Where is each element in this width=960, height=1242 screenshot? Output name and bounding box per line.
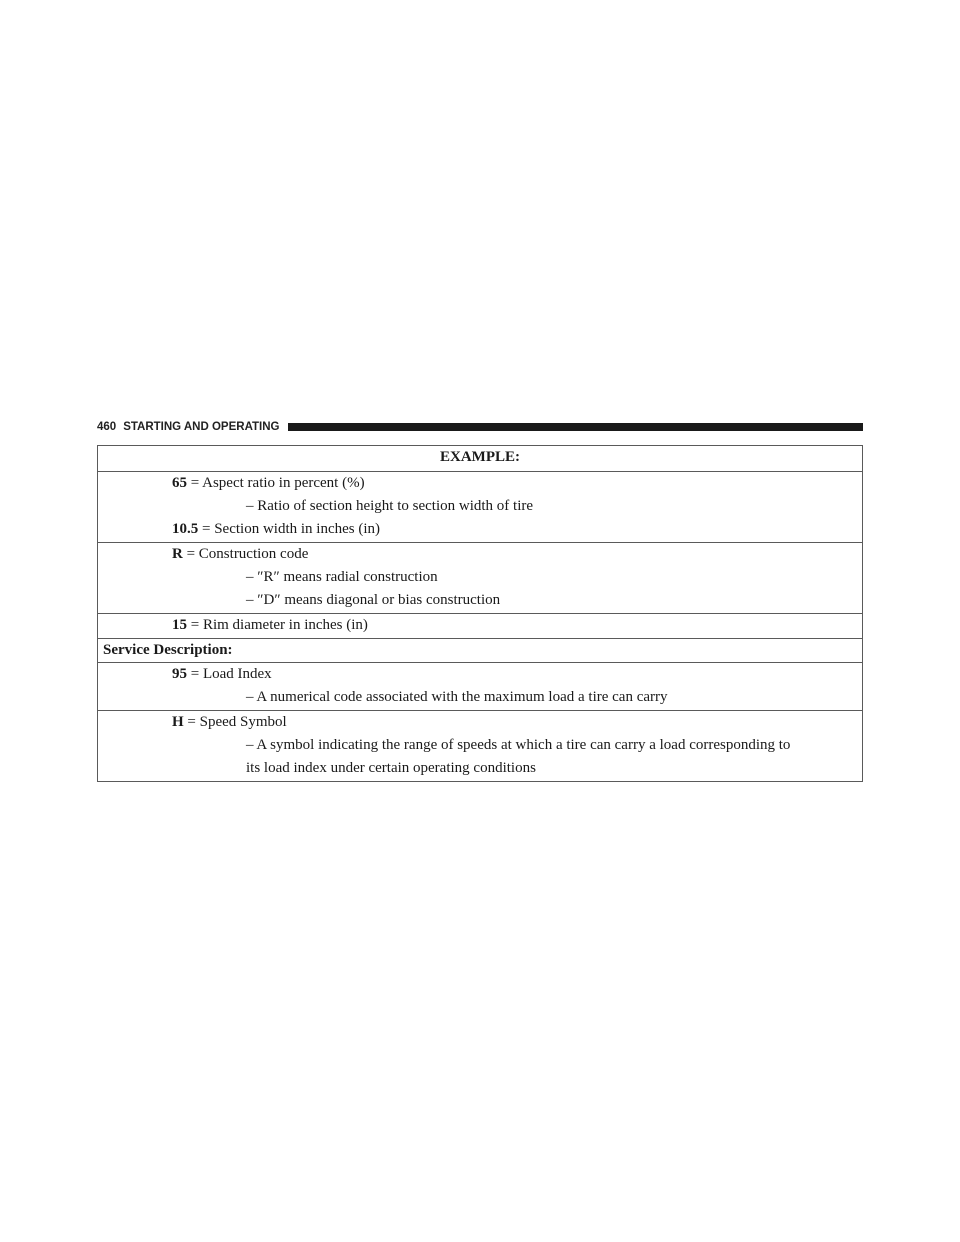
term-line [98, 711, 862, 734]
table-heading: EXAMPLE: [98, 446, 863, 472]
page-header [97, 419, 863, 435]
term-description: – A symbol indicating the range of speeds at which a tire can carry a load corresponding to [246, 737, 791, 753]
term-code: 15 [172, 617, 187, 633]
aspect-ratio-group [98, 472, 863, 543]
term-line [98, 543, 862, 566]
table-row [98, 639, 863, 663]
table-row [98, 472, 863, 543]
table-row [98, 711, 863, 782]
term-text: = Aspect ratio in percent (%) [190, 475, 365, 491]
term-description: – Ratio of section height to section width of tire [246, 498, 534, 514]
term-code: 95 [172, 666, 187, 682]
term-description: – ″R″ means radial construction [246, 569, 438, 585]
term-text: = Rim diameter in inches (in) [190, 617, 368, 633]
term-code: H [172, 714, 184, 730]
term-description: – ″D″ means diagonal or bias construction [246, 592, 501, 608]
header-rule [288, 423, 864, 431]
term-line [98, 472, 862, 495]
term-line [98, 518, 862, 541]
table-row [98, 543, 863, 614]
term-text: = Construction code [186, 546, 309, 562]
term-code: 65 [172, 475, 187, 491]
term-code: R [172, 546, 183, 562]
construction-group [98, 543, 863, 614]
table-header-row [98, 446, 863, 472]
term-line [98, 614, 862, 637]
page-number: 460 [97, 421, 117, 433]
service-description-label: Service Description: [98, 639, 863, 663]
rim-diameter-group [98, 614, 863, 639]
section-title: STARTING AND OPERATING [123, 421, 280, 433]
term-text: = Speed Symbol [187, 714, 287, 730]
table-row [98, 663, 863, 711]
term-description: its load index under certain operating conditions [246, 760, 536, 776]
term-line [98, 663, 862, 686]
term-text: = Section width in inches (in) [202, 521, 381, 537]
term-description: – A numerical code associated with the maximum load a tire can carry [246, 689, 668, 705]
load-index-group [98, 663, 863, 711]
tire-code-table [97, 445, 863, 782]
term-code: 10.5 [172, 521, 199, 537]
table-row [98, 614, 863, 639]
term-text: = Load Index [190, 666, 272, 682]
speed-symbol-group [98, 711, 863, 782]
